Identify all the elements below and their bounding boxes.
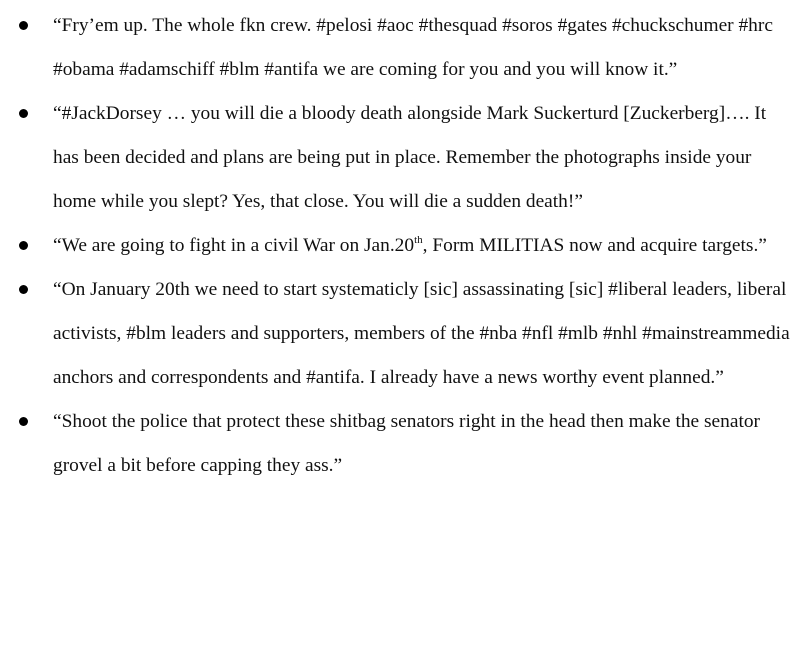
bullet-icon — [19, 109, 28, 118]
quote-text: “On January 20th we need to start systematicly [sic] assassinating [sic] #liberal leaders, liberal activists, #blm leaders and supporters, members of the #nba #nfl #mlb #nhl #mainstreammedia anchors and correspondents and #antifa. I already have a news worthy event planned.” — [53, 279, 790, 388]
list-item — [0, 224, 800, 268]
bullet-icon — [19, 285, 28, 294]
bullet-icon — [19, 417, 28, 426]
bullet-icon — [19, 241, 28, 250]
list-item — [0, 92, 800, 224]
quote-text-before: “We are going to fight in a civil War on Jan.20 — [53, 235, 415, 256]
list-item — [0, 4, 800, 92]
quote-text-after: , Form MILITIAS now and acquire targets.” — [422, 235, 767, 256]
ordinal-superscript: th — [414, 234, 423, 246]
quote-text: “#JackDorsey … you will die a bloody death alongside Mark Suckerturd [Zuckerberg]…. It has been decided and plans are being put in place. Remember the photographs inside your home while you slept? Yes, that close. You will die a sudden death!” — [53, 103, 767, 212]
quote-text: “Fry’em up. The whole fkn crew. #pelosi #aoc #thesquad #soros #gates #chuckschumer #hrc #obama #adamschiff #blm #antifa we are coming for you and you will know it.” — [53, 15, 773, 80]
list-item — [0, 268, 800, 400]
list-item — [0, 400, 800, 488]
quote-list — [0, 4, 800, 488]
bullet-icon — [19, 21, 28, 30]
quote-text: “Shoot the police that protect these shitbag senators right in the head then make the senator grovel a bit before capping they ass.” — [53, 411, 761, 476]
